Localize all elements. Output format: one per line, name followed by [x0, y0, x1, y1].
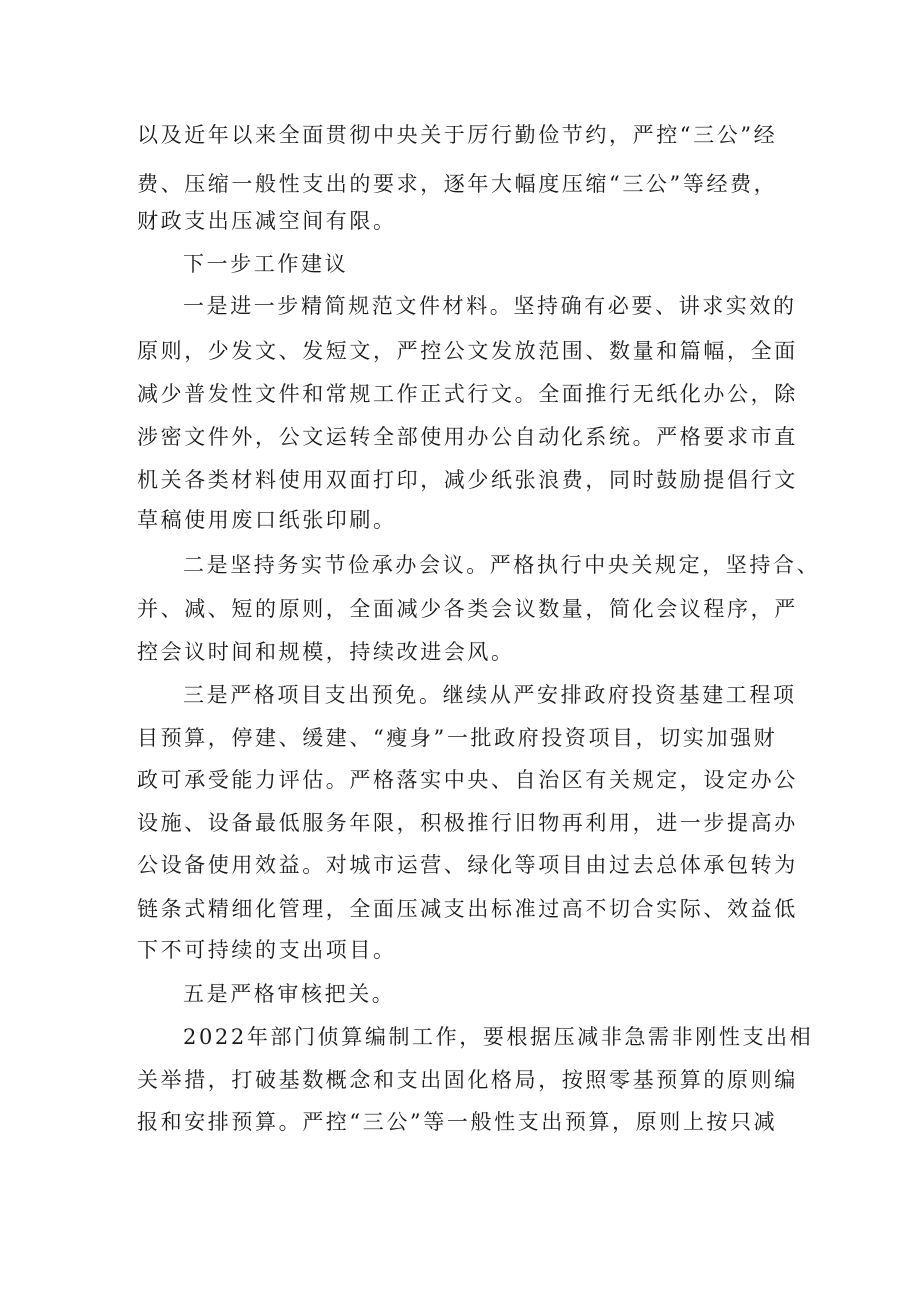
- text-line: 涉密文件外，公文运转全部使用办公自动化系统。严格要求市直: [137, 425, 798, 449]
- text-line: 以及近年以来全面贯彻中央关于厉行勤俭节约，严控“三公”经: [137, 123, 778, 147]
- text-line: 关举措，打破基数概念和支出固化格局，按照零基预算的原则编: [137, 1068, 798, 1092]
- text-line: 政可承受能力评估。严格落实中央、自治区有关规定，设定办公: [137, 768, 798, 792]
- text-line: 目预算，停建、缓建、“瘦身”一批政府投资项目，切实加强财: [137, 726, 778, 750]
- text-line: 链条式精细化管理，全面压减支出标准过高不切合实际、效益低: [137, 897, 798, 921]
- paragraph-start: 五是严格审核把关。: [183, 982, 396, 1006]
- text-line: 公设备使用效益。对城市运营、绿化等项目由过去总体承包转为: [137, 853, 798, 877]
- text-line: 草稿使用废口纸张印刷。: [137, 508, 397, 532]
- paragraph-start: 2022年部门侦算编制工作，要根据压减非急需非刚性支出相: [183, 1025, 814, 1049]
- text-line: 减少普发性文件和常规工作正式行文。全面推行无纸化办公，除: [137, 382, 798, 406]
- text-line: 设施、设备最低服务年限，积极推行旧物再利用，进一步提高办: [137, 811, 798, 835]
- text-line: 财政支出压减空间有限。: [137, 209, 397, 233]
- text-line: 原则，少发文、发短文，严控公文发放范围、数量和篇幅，全面: [137, 339, 798, 363]
- paragraph-start: 二是坚持务实节俭承办会议。严格执行中央关规定，坚持合、: [183, 553, 821, 577]
- text-line: 费、压缩一般性支出的要求，逐年大幅度压缩“三公”等经费，: [137, 172, 778, 196]
- section-heading: 下一步工作建议: [183, 252, 349, 276]
- text-line: 并、减、短的原则，全面减少各类会议数量，简化会议程序，严: [137, 597, 798, 621]
- text-line: 报和安排预算。严控“三公”等一般性支出预算，原则上按只减: [137, 1110, 778, 1134]
- paragraph-start: 一是进一步精简规范文件材料。坚持确有必要、讲求实效的: [183, 294, 797, 318]
- text-line: 下不可持续的支出项目。: [137, 938, 397, 962]
- text-line: 控会议时间和规模，持续改进会风。: [137, 640, 515, 664]
- paragraph-start: 三是严格项目支出预免。继续从严安排政府投资基建工程项: [183, 683, 797, 707]
- text-line: 机关各类材料使用双面打印，减少纸张浪费，同时鼓励提倡行文: [137, 468, 798, 492]
